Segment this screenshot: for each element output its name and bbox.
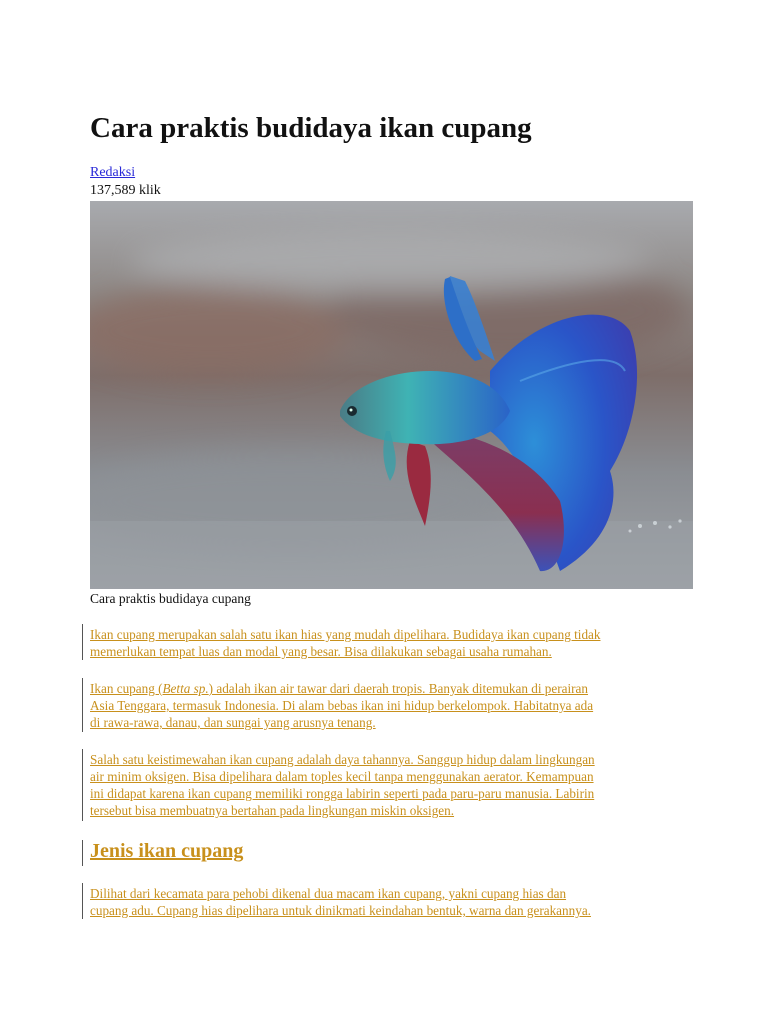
paragraph-line: di rawa-rawa, danau, dan sungai yang arusnya tenang.: [90, 715, 376, 730]
paragraph-line: ini didapat karena ikan cupang memiliki rongga labirin seperti pada paru-paru manusia. Labirin: [90, 786, 595, 801]
paragraph-1[interactable]: [90, 626, 685, 660]
author-link[interactable]: Redaksi: [90, 165, 136, 180]
paragraph-bar: [82, 678, 83, 732]
photo-caption: Cara praktis budidaya cupang: [90, 591, 251, 606]
paragraph-line: cupang adu. Cupang hias dipelihara untuk dinikmati keindahan bentuk, warna dan gerakannya.: [90, 903, 591, 918]
paragraph-line: air minim oksigen. Bisa dipelihara dalam toples kecil tanpa menggunakan aerator. Kemampuan: [90, 769, 594, 784]
paragraph-line: Asia Tenggara, termasuk Indonesia. Di alam bebas ikan ini hidup berkelompok. Habitatnya ada: [90, 698, 594, 713]
paragraph-line: Dilihat dari kecamata para pehobi dikenal dua macam ikan cupang, yakni cupang hias dan: [90, 886, 567, 901]
paragraph-bar: [82, 749, 83, 821]
paragraph-line: memerlukan tempat luas dan modal yang besar. Bisa dilakukan sebagai usaha rumahan.: [90, 644, 552, 659]
paragraph-line: Salah satu keistimewahan ikan cupang adalah daya tahannya. Sanggup hidup dalam lingkungan: [90, 752, 595, 767]
paragraph-2[interactable]: [90, 680, 685, 731]
text-run: Ikan cupang (: [90, 681, 163, 696]
paragraph-line: tersebut bisa membuatnya bertahan pada lingkungan miskin oksigen.: [90, 803, 455, 818]
betta-fish-illustration: [90, 201, 693, 589]
paragraph-bar: [82, 883, 83, 919]
paragraph-3[interactable]: [90, 751, 685, 819]
betta-fish-photo: [90, 201, 693, 589]
page-title: Cara praktis budidaya ikan cupang: [90, 112, 532, 144]
section-heading[interactable]: Jenis ikan cupang: [90, 840, 244, 862]
paragraph-bar: [82, 624, 83, 660]
text-run: ) adalah ikan air tawar dari daerah tropis. Banyak ditemukan di perairan: [208, 681, 589, 696]
heading-bar: [82, 840, 83, 866]
paragraph-4[interactable]: [90, 885, 685, 919]
scientific-name: Betta sp.: [162, 681, 209, 696]
click-count: 137,589 klik: [90, 183, 161, 198]
paragraph-line: Ikan cupang merupakan salah satu ikan hias yang mudah dipelihara. Budidaya ikan cupang tidak: [90, 627, 601, 642]
paragraph-line: [90, 680, 685, 697]
